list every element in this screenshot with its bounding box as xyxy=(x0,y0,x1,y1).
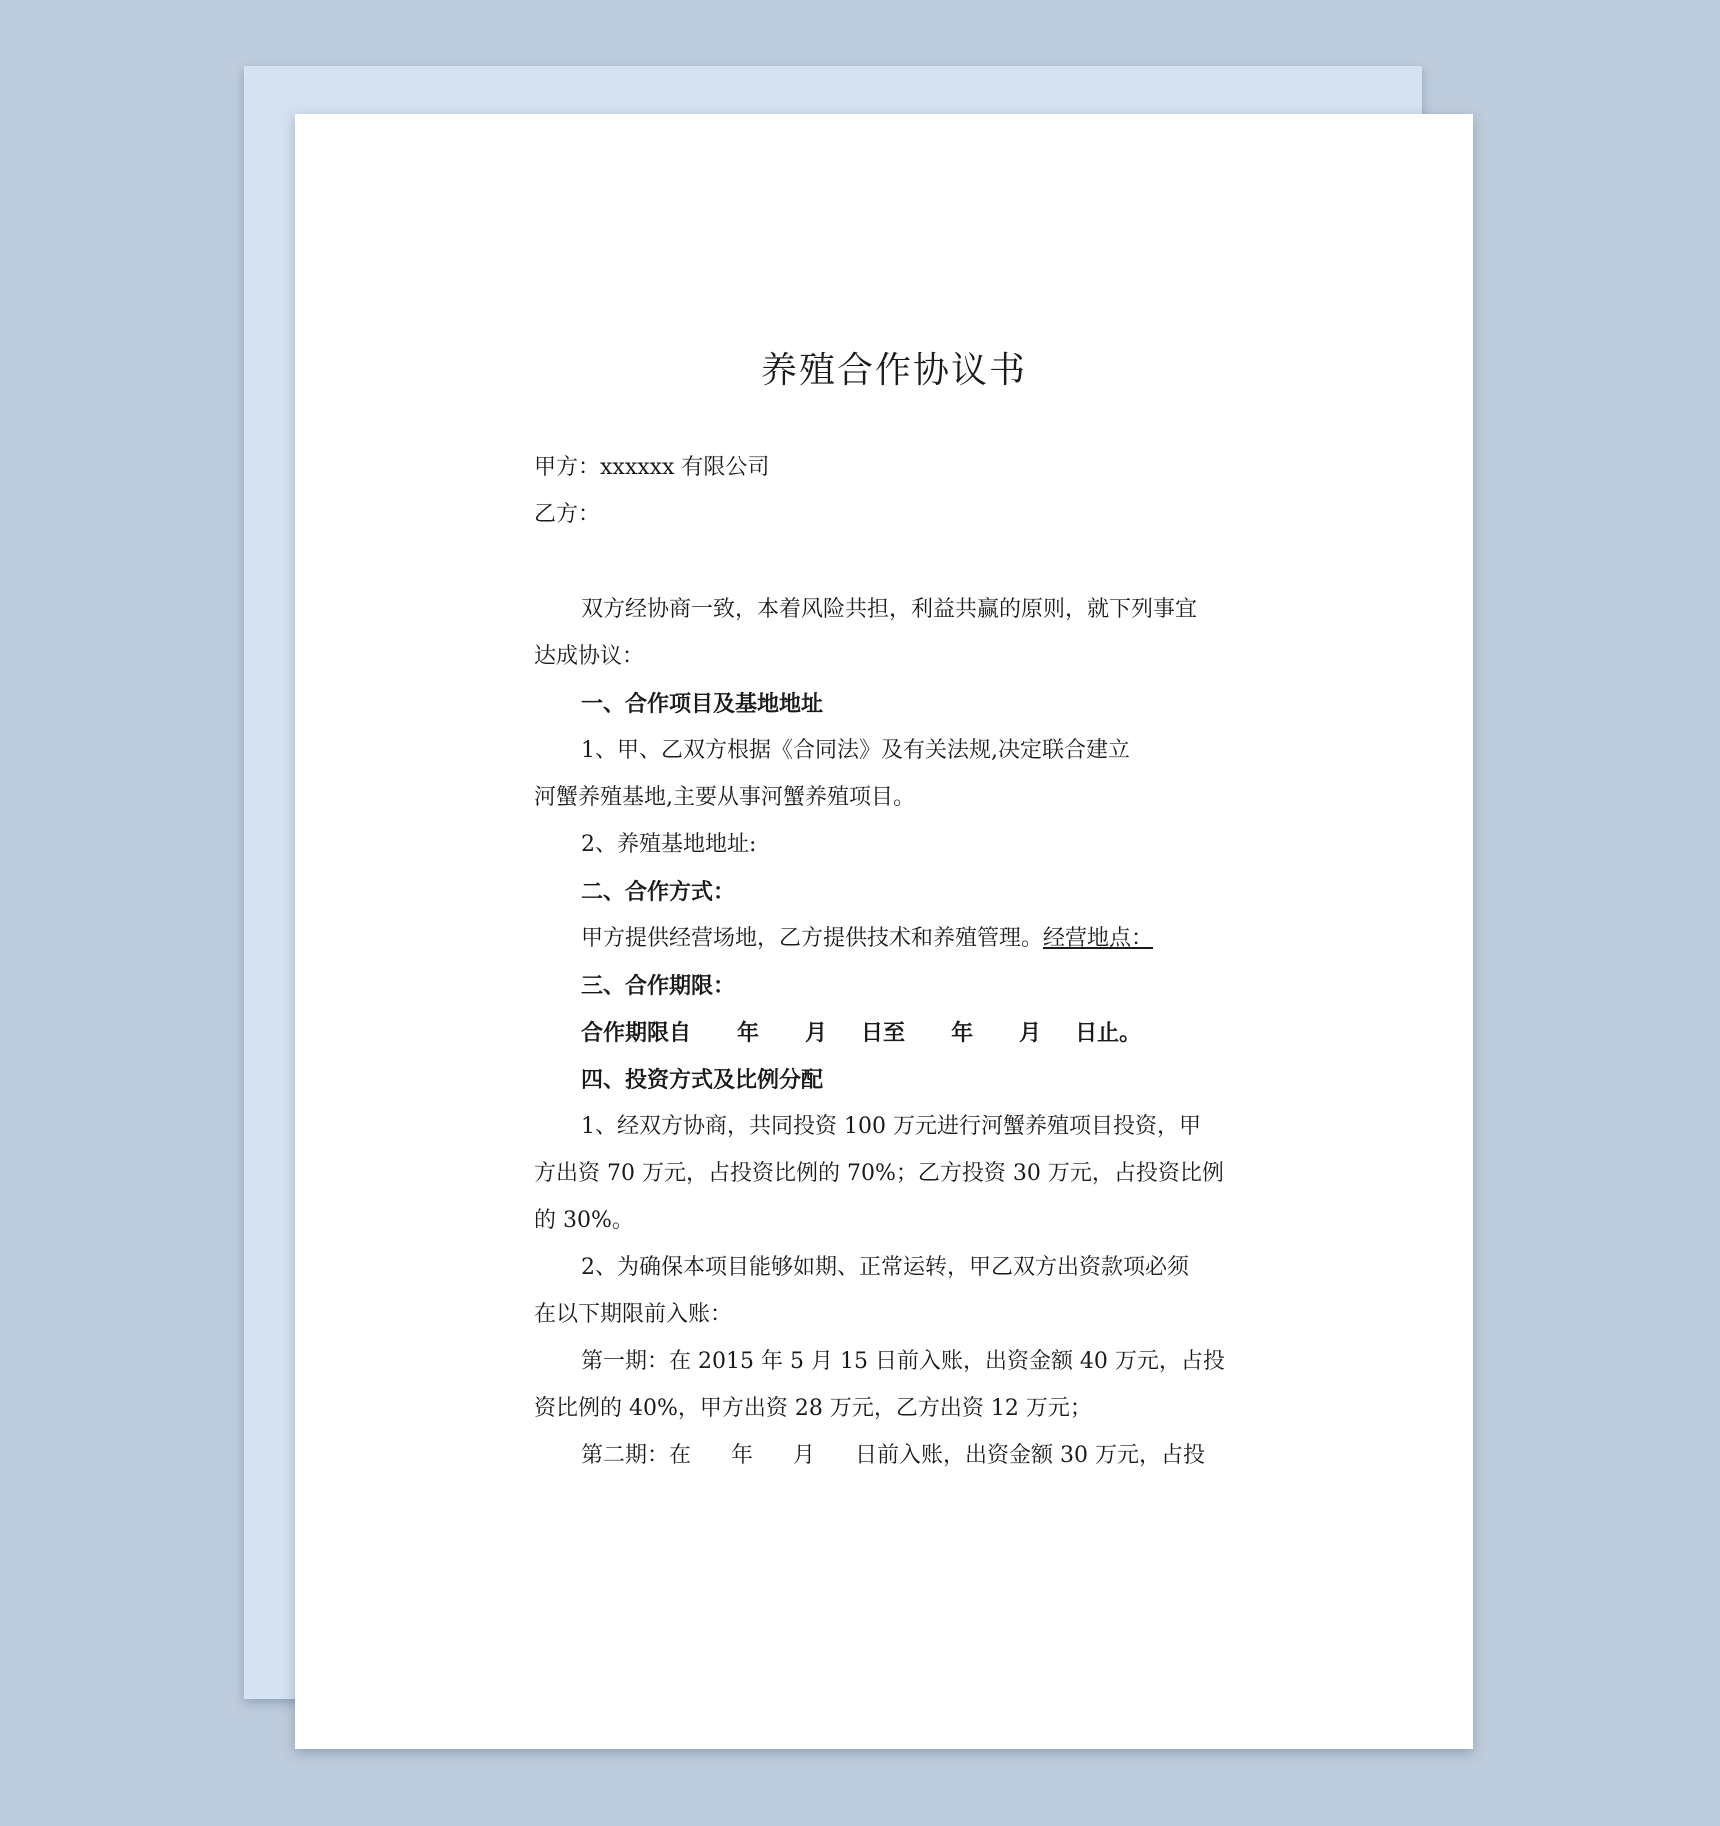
party-b: 乙方： xyxy=(534,502,601,527)
document-page xyxy=(295,114,1473,1749)
section-4-heading: 四、投资方式及比例分配 xyxy=(581,1067,824,1093)
phase-2-line: 第二期：在 年 月 日前入账，出资金额 30 万元，占投 xyxy=(581,1443,1206,1468)
section-4-item-1-line-3: 的 30%。 xyxy=(534,1208,634,1233)
section-1-item-1-line-2: 河蟹养殖基地,主要从事河蟹养殖项目。 xyxy=(534,785,915,810)
phase-1-line-1: 第一期：在 2015 年 5 月 15 日前入账，出资金额 40 万元，占投 xyxy=(581,1349,1225,1374)
section-1-heading: 一、合作项目及基地地址 xyxy=(581,691,824,717)
section-2-text xyxy=(581,924,1161,954)
section-4-item-2-line-1: 2、为确保本项目能够如期、正常运转，甲乙双方出资款项必须 xyxy=(581,1255,1189,1280)
phase-1-line-2: 资比例的 40%，甲方出资 28 万元，乙方出资 12 万元； xyxy=(534,1396,1092,1421)
intro-line-2: 达成协议： xyxy=(534,644,645,669)
section-4-item-1-line-2: 方出资 70 万元，占投资比例的 70%；乙方投资 30 万元，占投资比例 xyxy=(534,1161,1224,1186)
section-4-item-2-line-2: 在以下期限前入账： xyxy=(534,1302,733,1327)
business-location-label: 经营地点： xyxy=(1043,926,1154,951)
section-1-item-2: 2、养殖基地地址: xyxy=(581,832,757,857)
section-4-item-1-line-1: 1、经双方协商，共同投资 100 万元进行河蟹养殖项目投资，甲 xyxy=(581,1114,1201,1139)
section-1-item-1-line-1: 1、甲、乙双方根据《合同法》及有关法规,决定联合建立 xyxy=(581,738,1130,763)
term-line: 合作期限自 年 月 日至 年 月 日止。 xyxy=(581,1020,1142,1046)
party-a: 甲方：xxxxxx 有限公司 xyxy=(534,455,770,480)
section-2-heading: 二、合作方式： xyxy=(581,879,736,905)
section-2-text-main: 甲方提供经营场地，乙方提供技术和养殖管理。 xyxy=(581,926,1044,951)
section-3-heading: 三、合作期限： xyxy=(581,973,736,999)
page-title: 养殖合作协议书 xyxy=(760,350,1027,391)
intro-line-1: 双方经协商一致，本着风险共担，利益共赢的原则，就下列事宜 xyxy=(581,597,1198,622)
